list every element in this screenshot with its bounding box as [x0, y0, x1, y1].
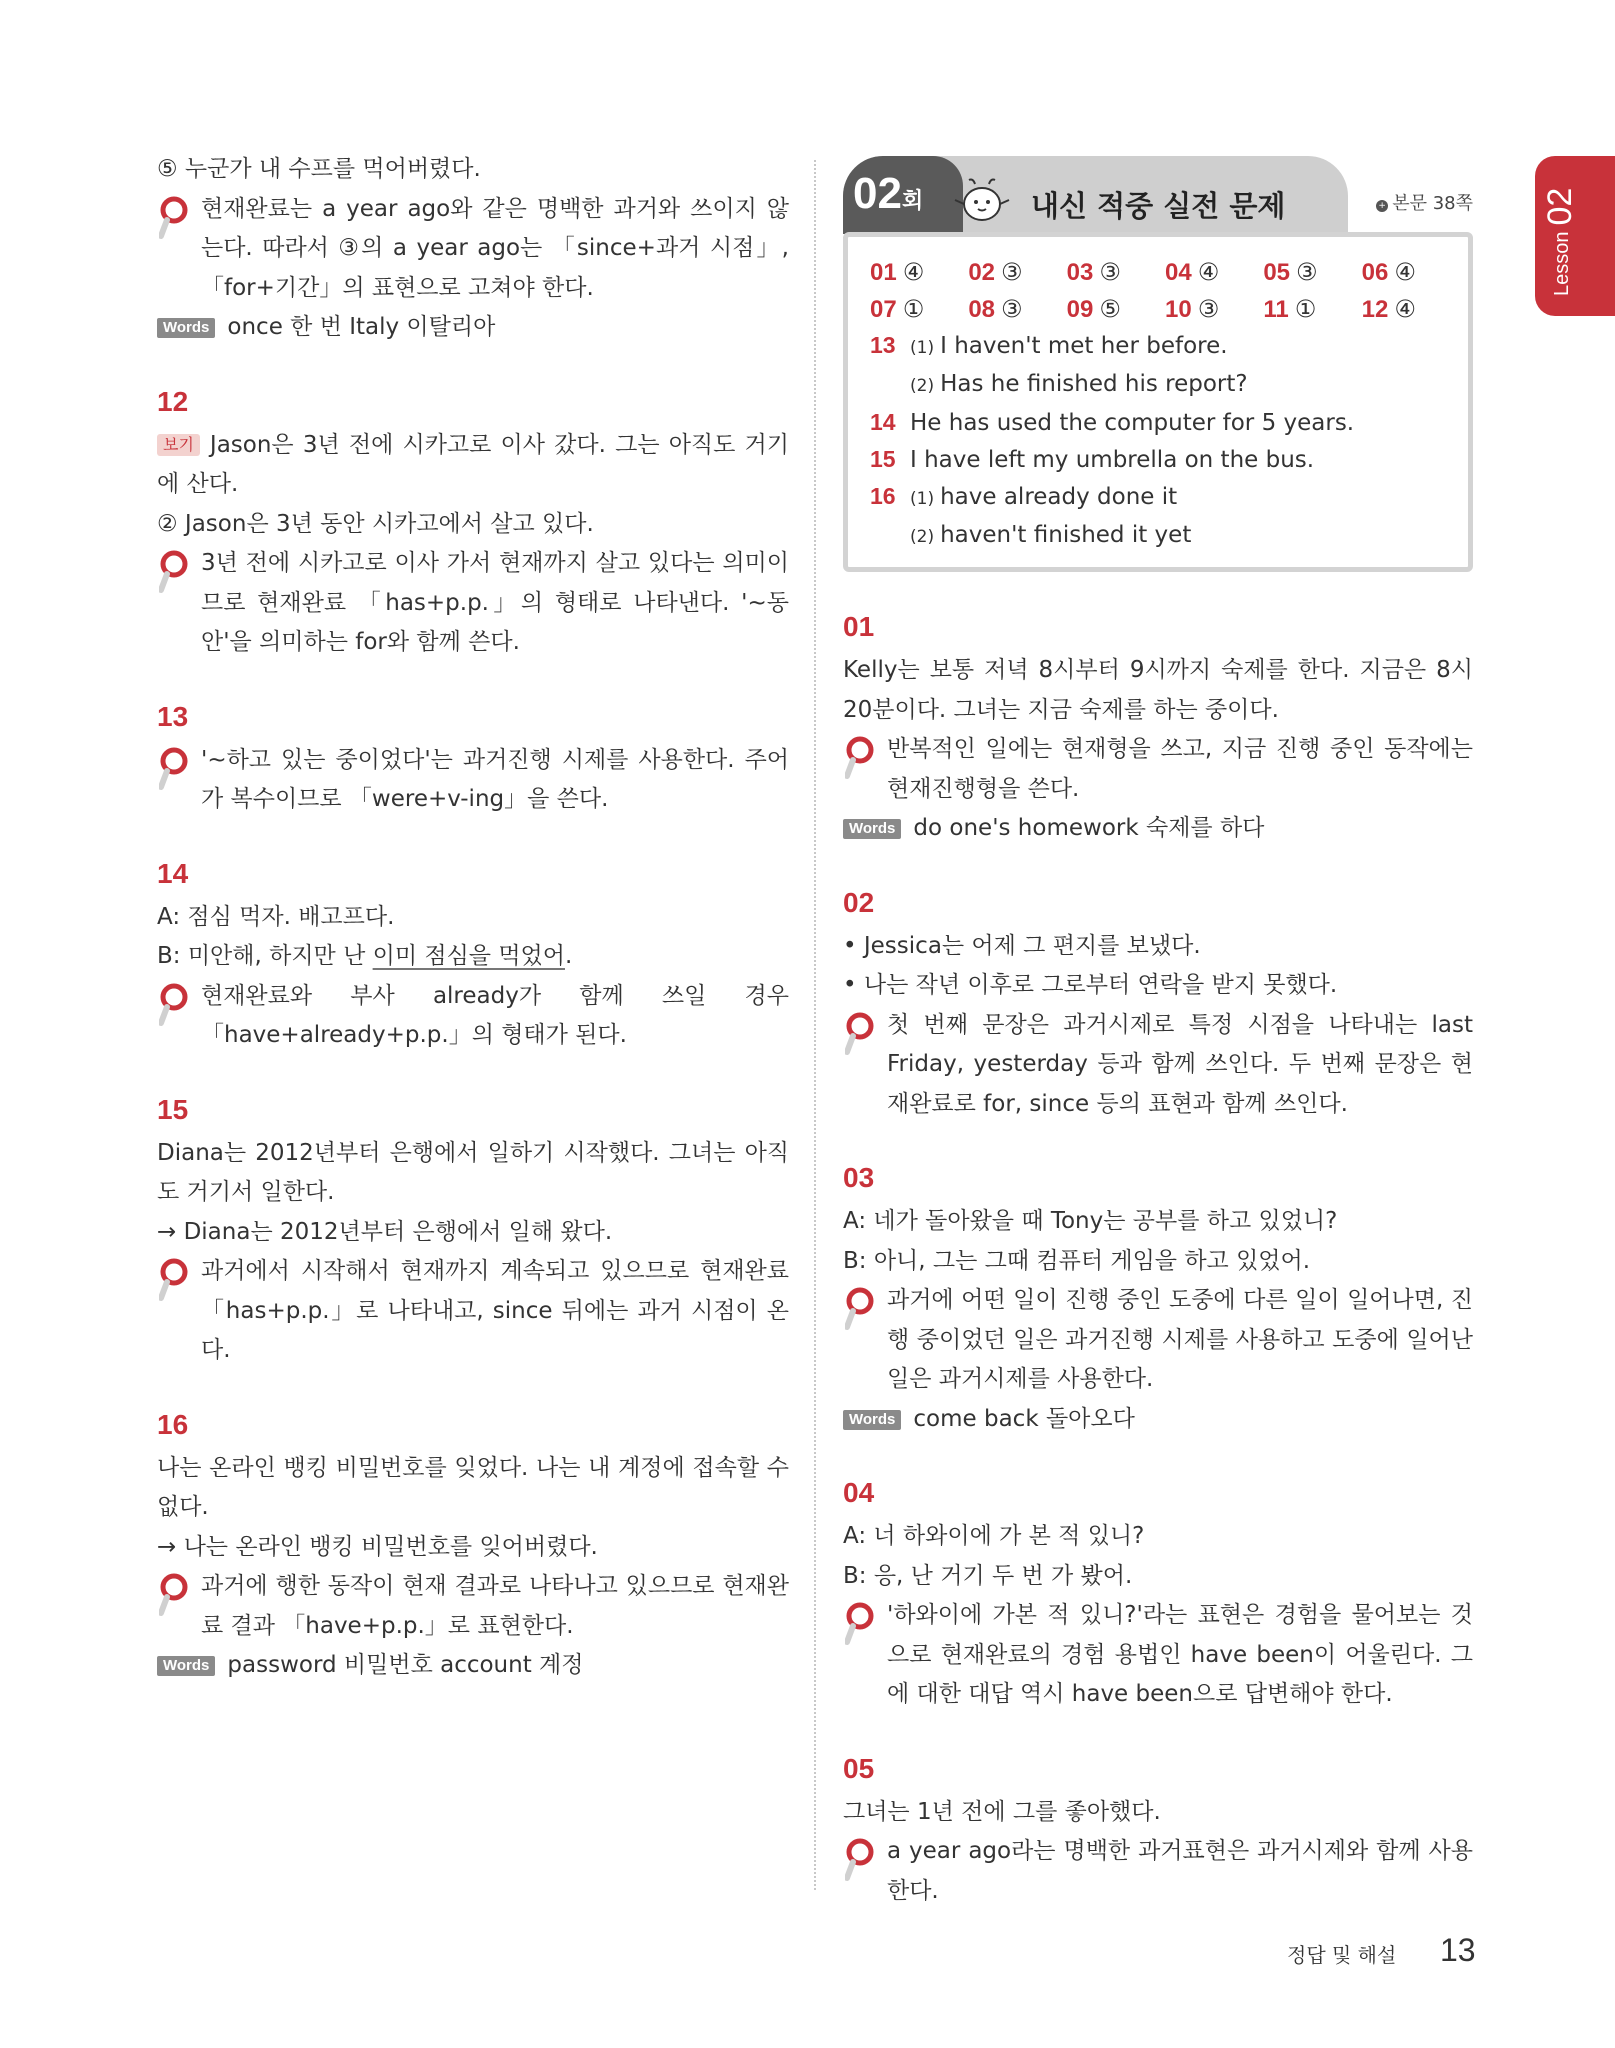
answer-cell-choice: ④: [902, 258, 925, 286]
magnifier-icon: [845, 1838, 879, 1884]
answer-cell-number: 06: [1361, 259, 1389, 286]
answer-cell: [1362, 255, 1460, 290]
bullet-item: • Jessica는 어제 그 편지를 보냈다.: [843, 932, 1201, 959]
hint-text: '~하고 있는 중이었다'는 과거진행 시제를 사용한다. 주어가 복수이므로 「were+v-ing」을 쓴다.: [201, 746, 789, 812]
magnifier-icon: [159, 1573, 193, 1619]
hint-block: [843, 1281, 1473, 1400]
answer-cell: [1165, 292, 1263, 327]
footer-label: 정답 및 해설: [1287, 1943, 1397, 1967]
answer-cell-number: 03: [1066, 259, 1094, 286]
magnifier-icon: [159, 1258, 193, 1304]
question-number: 13: [157, 700, 189, 732]
answer-cell-choice: ③: [1197, 295, 1220, 323]
section-02: [843, 885, 1473, 1125]
answer-cell: [1263, 255, 1361, 290]
magnifier-icon: [845, 1287, 879, 1333]
answer-cell-number: 10: [1165, 296, 1192, 323]
answer-cell-number: 05: [1263, 259, 1291, 286]
hint-text: 반복적인 일에는 현재형을 쓰고, 지금 진행 중인 동작에는 현재진행형을 쓴다.: [887, 736, 1473, 802]
section-01: [843, 609, 1473, 849]
hint-block: [843, 1832, 1473, 1911]
section-15: [157, 1092, 789, 1371]
words-badge: Words: [157, 1656, 215, 1676]
answer-cell-choice: ③: [1001, 258, 1023, 286]
hint-text: 과거에서 시작해서 현재까지 계속되고 있으므로 현재완료 「has+p.p.」로 나타내고, since 뒤에는 과거 시점이 온다.: [201, 1258, 789, 1363]
answer-grid: [870, 255, 1460, 327]
mascot-icon: [951, 176, 1013, 226]
dialogue-a: A: 점심 먹자. 배고프다.: [157, 903, 395, 930]
section-04: [843, 1475, 1473, 1715]
question-number: 12: [157, 385, 189, 417]
section-intro: [157, 150, 789, 348]
answer-cell-number: 11: [1263, 296, 1289, 323]
sentence-line: Diana는 2012년부터 은행에서 일하기 시작했다. 그녀는 아직도 거기서 일한다.: [157, 1139, 789, 1205]
answer-16-2: (2) haven't finished it yet: [910, 522, 1192, 548]
answer-cell: [968, 255, 1066, 290]
answer-cell-choice: ①: [1294, 295, 1317, 323]
magnifier-icon: [845, 1602, 879, 1648]
left-column: [157, 150, 789, 1722]
answer-cell: [1263, 292, 1361, 327]
question-number: 16: [157, 1408, 189, 1440]
words-badge: Words: [157, 318, 215, 338]
intro-line: ⑤ 누군가 내 수프를 먹어버렸다.: [157, 156, 481, 182]
answer-cell-number: 07: [870, 296, 897, 323]
magnifier-icon: [159, 747, 193, 793]
section-03: [843, 1160, 1473, 1439]
hint-block: [157, 741, 789, 820]
answer-line: → 나는 온라인 뱅킹 비밀번호를 잊어버렸다.: [157, 1533, 598, 1560]
hint-block: [157, 1252, 789, 1371]
answer-cell-number: 04: [1165, 259, 1192, 286]
hint-text: 현재완료와 부사 already가 함께 쓰일 경우 「have+already+p.p.」의 형태가 된다.: [201, 982, 789, 1048]
bogi-badge: 보기: [157, 434, 200, 456]
bullet-item: • 나는 작년 이후로 그로부터 연락을 받지 못했다.: [843, 972, 1338, 998]
question-number: 15: [157, 1093, 189, 1125]
answer-lines: [870, 327, 1460, 555]
right-column: [843, 150, 1473, 1947]
answer-line: → Diana는 2012년부터 은행에서 일해 왔다.: [157, 1218, 613, 1245]
answer-cell: [968, 292, 1066, 327]
dialogue-a: A: 네가 돌아왔을 때 Tony는 공부를 하고 있었니?: [843, 1208, 1338, 1234]
hint-text: 첫 번째 문장은 과거시제로 특정 시점을 나타내는 last Friday, yesterday 등과 함께 쓰인다. 두 번째 문장은 현재완료로 for, since 등의 표현과 함께 쓰인다.: [887, 1011, 1473, 1117]
answer-key-box: [843, 150, 1473, 575]
words-line: Words once 한 번 Italy 이탈리아: [157, 308, 789, 348]
answer-cell: [870, 255, 968, 290]
magnifier-icon: [845, 1012, 879, 1058]
hint-block: [157, 190, 789, 309]
answer-cell: [870, 292, 968, 327]
answer-cell-choice: ③: [1296, 258, 1318, 286]
answer-15: 15 I have left my umbrella on the bus.: [870, 446, 1315, 473]
answer-13-2: (2) Has he finished his report?: [910, 371, 1248, 397]
dialogue-a: A: 너 하와이에 가 본 적 있니?: [843, 1523, 1145, 1549]
underlined-phrase: 이미 점심을 먹었어: [372, 943, 565, 969]
answer-cell-choice: ①: [902, 295, 925, 323]
words-line: Words come back 돌아오다: [843, 1400, 1473, 1440]
answer-cell-choice: ③: [1001, 295, 1023, 323]
sentence-line: 그녀는 1년 전에 그를 좋아했다.: [843, 1798, 1161, 1825]
hint-block: [843, 730, 1473, 809]
lesson-tab-label: Lesson02: [1541, 187, 1579, 296]
hint-text: a year ago라는 명백한 과거표현은 과거시제와 함께 사용한다.: [887, 1838, 1473, 1904]
magnifier-icon: [159, 983, 193, 1029]
hint-block: [157, 544, 789, 663]
test-round: 02회: [853, 169, 924, 218]
answer-cell-choice: ④: [1197, 258, 1220, 286]
hint-block: [157, 1567, 789, 1646]
question-number: 02: [843, 886, 875, 918]
hint-block: [843, 1596, 1473, 1715]
answer-16-1: 16 (1) have already done it: [870, 483, 1178, 510]
answer-line: ② Jason은 3년 동안 시카고에서 살고 있다.: [157, 510, 594, 537]
answer-box-body: [843, 232, 1473, 572]
question-number: 14: [157, 857, 189, 889]
sentence-line: 나는 온라인 뱅킹 비밀번호를 잊었다. 나는 내 계정에 접속할 수 없다.: [157, 1454, 789, 1520]
bogi-line: 보기 Jason은 3년 전에 시카고로 이사 갔다. 그는 아직도 거기에 산다.: [157, 431, 789, 497]
words-badge: Words: [843, 819, 901, 839]
hint-text: 3년 전에 시카고로 이사 가서 현재까지 살고 있다는 의미이므로 현재완료 「has+p.p.」의 형태로 나타낸다. '~동안'을 의미하는 for와 함께 쓴다.: [201, 550, 789, 655]
words-badge: Words: [843, 1410, 901, 1430]
answer-cell: [1362, 292, 1460, 327]
section-14: [157, 856, 789, 1056]
answer-13-1: 13 (1) I haven't met her before.: [870, 332, 1228, 359]
answer-cell-number: 09: [1066, 296, 1094, 323]
hint-block: [843, 1006, 1473, 1125]
section-12: [157, 384, 789, 663]
page-reference: + 본문 38쪽: [1376, 192, 1473, 216]
section-13: [157, 699, 789, 820]
question-number: 03: [843, 1162, 875, 1193]
answer-cell-choice: ③: [1099, 258, 1121, 286]
answer-cell: [1165, 255, 1263, 290]
lesson-number: 02: [1541, 187, 1579, 226]
hint-text: 과거에 행한 동작이 현재 결과로 나타나고 있으므로 현재완료 결과 「have+p.p.」로 표현한다.: [201, 1573, 789, 1639]
answer-cell-number: 01: [870, 259, 897, 286]
question-number: 05: [843, 1752, 875, 1784]
answer-cell-number: 08: [968, 296, 996, 323]
answer-cell: [1067, 292, 1165, 327]
hint-text: '하와이에 가본 적 있니?'라는 표현은 경험을 물어보는 것으로 현재완료의 경험 용법인 have been이 어울린다. 그에 대한 대답 역시 have been으로 답변해야 한다.: [887, 1602, 1473, 1707]
magnifier-icon: [845, 736, 879, 782]
magnifier-icon: [159, 196, 193, 242]
question-number: 04: [843, 1477, 875, 1508]
answer-cell-choice: ④: [1394, 258, 1416, 286]
magnifier-icon: [159, 550, 193, 596]
dialogue-b: B: 아니, 그는 그때 컴퓨터 게임을 하고 있었어.: [843, 1247, 1311, 1274]
hint-text: 과거에 어떤 일이 진행 중인 도중에 다른 일이 일어나면, 진행 중이었던 일은 과거진행 시제를 사용하고 도중에 일어난 일은 과거시제를 사용한다.: [887, 1287, 1473, 1392]
sentence-line: Kelly는 보통 저녁 8시부터 9시까지 숙제를 한다. 지금은 8시 20분이다. 그녀는 지금 숙제를 하는 중이다.: [843, 657, 1473, 723]
answer-cell-number: 12: [1361, 296, 1389, 323]
dialogue-b: B: 미안해, 하지만 난 이미 점심을 먹었어.: [157, 943, 573, 969]
column-divider: [814, 160, 816, 1890]
answer-cell: [1067, 255, 1165, 290]
words-line: Words password 비밀번호 account 계정: [157, 1646, 789, 1686]
answer-box-title: 내신 적중 실전 문제: [1031, 189, 1286, 223]
section-05: [843, 1751, 1473, 1912]
page-number: 13: [1440, 1932, 1476, 1968]
section-16: [157, 1407, 789, 1686]
answer-cell-number: 02: [968, 259, 996, 286]
answer-cell-choice: ④: [1394, 295, 1416, 323]
dialogue-b: B: 응, 난 거기 두 번 가 봤어.: [843, 1562, 1133, 1589]
words-line: Words do one's homework 숙제를 하다: [843, 809, 1473, 849]
answer-cell-choice: ⑤: [1099, 295, 1121, 323]
answer-14: 14 He has used the computer for 5 years.: [870, 409, 1355, 436]
hint-text: 현재완료는 a year ago와 같은 명백한 과거와 쓰이지 않는다. 따라서 ③의 a year ago는 「since+과거 시점」, 「for+기간」의 표현으로 고쳐야 한다.: [201, 195, 789, 301]
reference-bullet-icon: +: [1376, 200, 1388, 212]
question-number: 01: [843, 611, 875, 642]
hint-block: [157, 977, 789, 1056]
